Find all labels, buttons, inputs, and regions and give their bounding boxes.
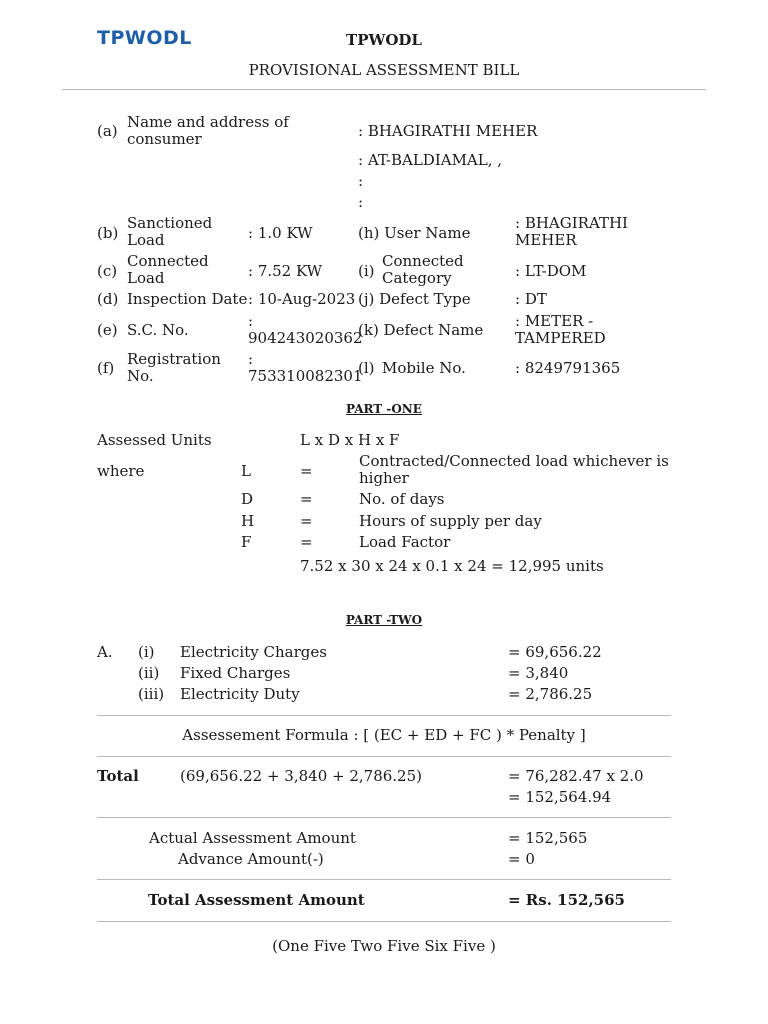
charge-label: Electricity Duty [180, 685, 300, 703]
advance-amount-label: Advance Amount(-) [178, 850, 324, 868]
var-equals: = [300, 462, 313, 480]
consumer-address-1: : AT-BALDIAMAL, , [358, 151, 503, 169]
field-connected-load: Connected Load [127, 252, 209, 287]
charge-value: = 69,656.22 [508, 643, 602, 661]
divider [97, 921, 671, 922]
total-assessment-value: = Rs. 152,565 [508, 891, 625, 909]
var-symbol: H [241, 512, 255, 530]
total-assessment-label: Total Assessment Amount [148, 891, 365, 909]
field-sc-no: S.C. No. [127, 321, 189, 339]
label-f: (f) [97, 359, 115, 377]
var-description: Load Factor [359, 533, 451, 551]
field-connected-category: Connected Category [382, 252, 464, 287]
part-two-heading: PART -TWO [345, 613, 423, 627]
value-inspection-date: : 10-Aug-2023 [248, 290, 356, 308]
divider [97, 715, 671, 716]
total-label: Total [97, 767, 139, 785]
total-value-multiplied: = 76,282.47 x 2.0 [508, 767, 644, 785]
var-description: No. of days [359, 490, 445, 508]
total-value: = 152,564.94 [508, 788, 612, 806]
units-calculation: 7.52 x 30 x 24 x 0.1 x 24 = 12,995 units [300, 557, 604, 575]
label-i: (i) [358, 262, 375, 280]
actual-assessment-label: Actual Assessment Amount [149, 829, 356, 847]
company-logo: TPWODL [97, 27, 192, 49]
charge-number: (iii) [138, 685, 165, 703]
value-connected-category: : LT-DOM [515, 262, 587, 280]
value-mobile-no: : 8249791365 [515, 359, 621, 377]
var-equals: = [300, 490, 313, 508]
part-one-heading: PART -ONE [346, 402, 422, 416]
field-inspection-date: Inspection Date [127, 290, 248, 308]
value-connected-load: : 7.52 KW [248, 262, 323, 280]
section-a-label: A. [97, 643, 113, 661]
header-divider [62, 89, 706, 90]
value-defect-type: : DT [515, 290, 547, 308]
bill-title: PROVISIONAL ASSESSMENT BILL [248, 61, 520, 79]
divider [97, 756, 671, 757]
field-user-name: (h) User Name [358, 224, 471, 242]
field-registration-no: Registration No. [127, 350, 221, 385]
var-description: Hours of supply per day [359, 512, 542, 530]
charge-value: = 2,786.25 [508, 685, 593, 703]
value-sc-no-colon: : [248, 312, 254, 330]
field-defect-type: (j) Defect Type [358, 290, 471, 308]
var-description: Contracted/Connected load whichever is higher [359, 452, 669, 487]
charge-number: (ii) [138, 664, 160, 682]
value-registration-no: 753310082301 [248, 367, 363, 385]
assessment-formula: Assessement Formula : [ (EC + ED + FC ) * Penalty ] [182, 726, 586, 744]
field-defect-name: (k) Defect Name [358, 321, 484, 339]
field-mobile-no: Mobile No. [382, 359, 466, 377]
charge-number: (i) [138, 643, 155, 661]
value-registration-no-colon: : [248, 350, 254, 368]
divider [97, 879, 671, 880]
total-expression: (69,656.22 + 3,840 + 2,786.25) [180, 767, 422, 785]
actual-assessment-value: = 152,565 [508, 829, 588, 847]
label-d: (d) [97, 290, 119, 308]
assessed-units-formula: L x D x H x F [300, 431, 400, 449]
var-equals: = [300, 512, 313, 530]
value-sc-no: 904243020362 [248, 329, 363, 347]
divider [97, 817, 671, 818]
var-symbol: F [241, 533, 252, 551]
assessed-units-label: Assessed Units [97, 431, 212, 449]
consumer-address-3: : [358, 193, 364, 211]
where-label: where [97, 462, 145, 480]
label-c: (c) [97, 262, 118, 280]
value-sanctioned-load: : 1.0 KW [248, 224, 313, 242]
field-sanctioned-load: Sanctioned Load [127, 214, 213, 249]
consumer-name: : BHAGIRATHI MEHER [358, 122, 538, 140]
amount-in-words: (One Five Two Five Six Five ) [272, 937, 496, 955]
company-name: TPWODL [346, 31, 422, 49]
label-l: (l) [358, 359, 375, 377]
var-equals: = [300, 533, 313, 551]
var-symbol: L [241, 462, 251, 480]
value-user-name: : BHAGIRATHI MEHER [515, 214, 628, 249]
charge-value: = 3,840 [508, 664, 569, 682]
var-symbol: D [241, 490, 254, 508]
field-name-address: Name and address of consumer [127, 113, 289, 148]
charge-label: Fixed Charges [180, 664, 291, 682]
label-a: (a) [97, 122, 118, 140]
label-b: (b) [97, 224, 119, 242]
charge-label: Electricity Charges [180, 643, 327, 661]
consumer-address-2: : [358, 172, 364, 190]
value-defect-name: : METER - TAMPERED [515, 312, 606, 347]
advance-amount-value: = 0 [508, 850, 535, 868]
label-e: (e) [97, 321, 118, 339]
